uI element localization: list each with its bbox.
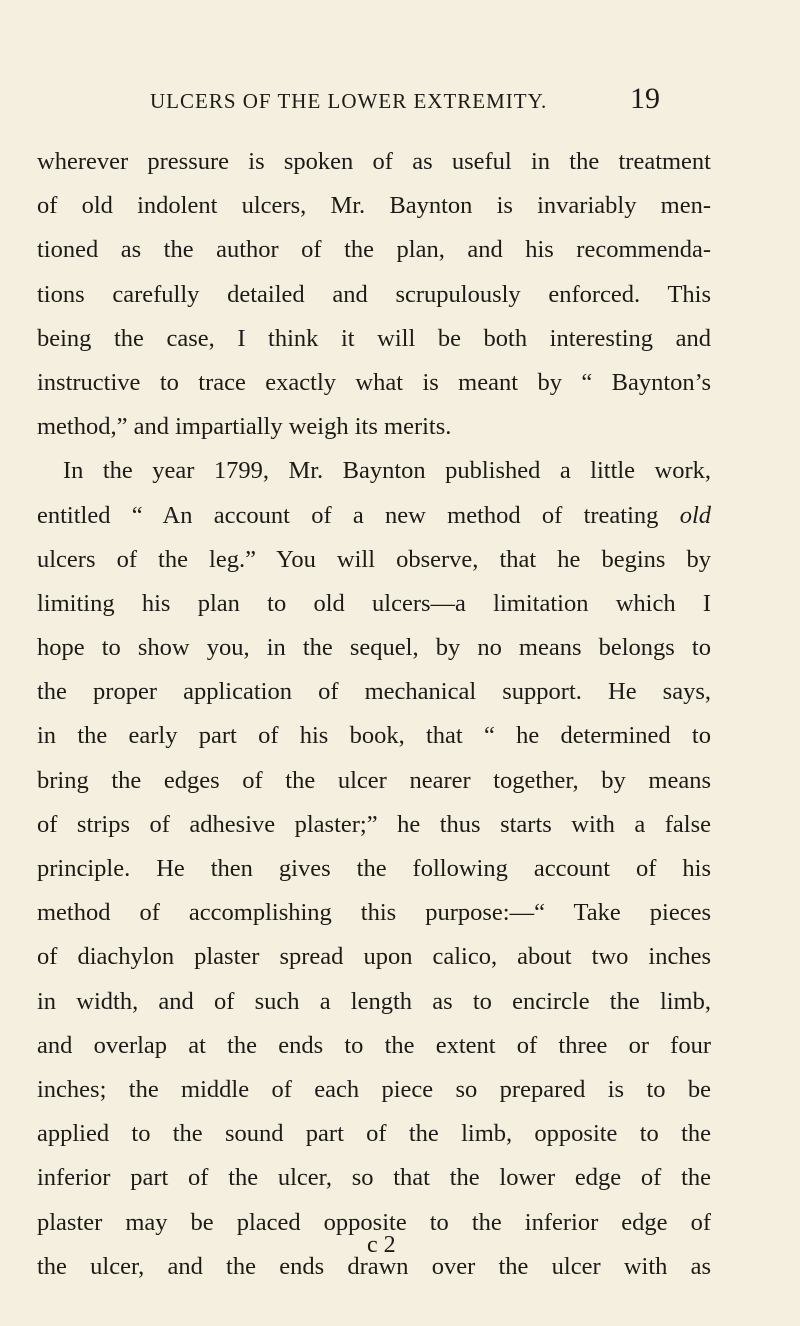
text-line: inferior part of the ulcer, so that the lower edge of the bbox=[37, 1164, 711, 1192]
text-line: in width, and of such a length as to encircle the limb, bbox=[37, 987, 711, 1015]
text-line: applied to the sound part of the limb, opposite to the bbox=[37, 1120, 711, 1148]
body-text bbox=[37, 140, 711, 1289]
text-line bbox=[37, 494, 711, 538]
text-line: principle. He then gives the following account of his bbox=[37, 855, 711, 882]
running-head bbox=[150, 82, 660, 116]
text-line: of strips of adhesive plaster;” he thus starts with a false bbox=[37, 810, 711, 838]
text-line: method,” and impartially weigh its merits. bbox=[37, 413, 452, 441]
text-line: tioned as the author of the plan, and his recommenda- bbox=[37, 236, 711, 264]
text-line: wherever pressure is spoken of as useful in the treatment bbox=[37, 148, 711, 175]
italic-word: old bbox=[679, 501, 711, 529]
text-line: method of accomplishing this purpose:—“ Take pieces bbox=[37, 899, 711, 927]
text-line: instructive to trace exactly what is meant by “ Baynton’s bbox=[37, 368, 711, 396]
running-title: ULCERS OF THE LOWER EXTREMITY. bbox=[150, 89, 548, 113]
text-line: and overlap at the ends to the extent of three or four bbox=[37, 1031, 711, 1059]
page-number: 19 bbox=[630, 82, 660, 115]
text-line: in the early part of his book, that “ he determined to bbox=[37, 722, 711, 750]
text-line: hope to show you, in the sequel, by no means belongs to bbox=[37, 634, 711, 662]
text-line: tions carefully detailed and scrupulously enforced. This bbox=[37, 280, 711, 308]
text-line: of diachylon plaster spread upon calico, about two inches bbox=[37, 943, 711, 971]
text-line: of old indolent ulcers, Mr. Baynton is invariably men- bbox=[37, 192, 711, 220]
text-line: inches; the middle of each piece so prepared is to be bbox=[37, 1075, 711, 1103]
text-line: the ulcer, and the ends drawn over the ulcer with as bbox=[37, 1252, 711, 1280]
signature-mark: c 2 bbox=[367, 1232, 396, 1258]
text-line: the proper application of mechanical support. He says, bbox=[37, 678, 711, 706]
text-line: ulcers of the leg.” You will observe, that he begins by bbox=[37, 545, 711, 573]
text-line: In the year 1799, Mr. Baynton published a little work, bbox=[63, 457, 711, 485]
text-line: bring the edges of the ulcer nearer together, by means bbox=[37, 766, 711, 794]
text-line: limiting his plan to old ulcers—a limitation which I bbox=[37, 589, 711, 617]
text-line: plaster may be placed opposite to the inferior edge of bbox=[37, 1208, 711, 1236]
text-segment: entitled “ An account of a new method of treating bbox=[37, 501, 659, 529]
text-line: being the case, I think it will be both interesting and bbox=[37, 324, 711, 352]
